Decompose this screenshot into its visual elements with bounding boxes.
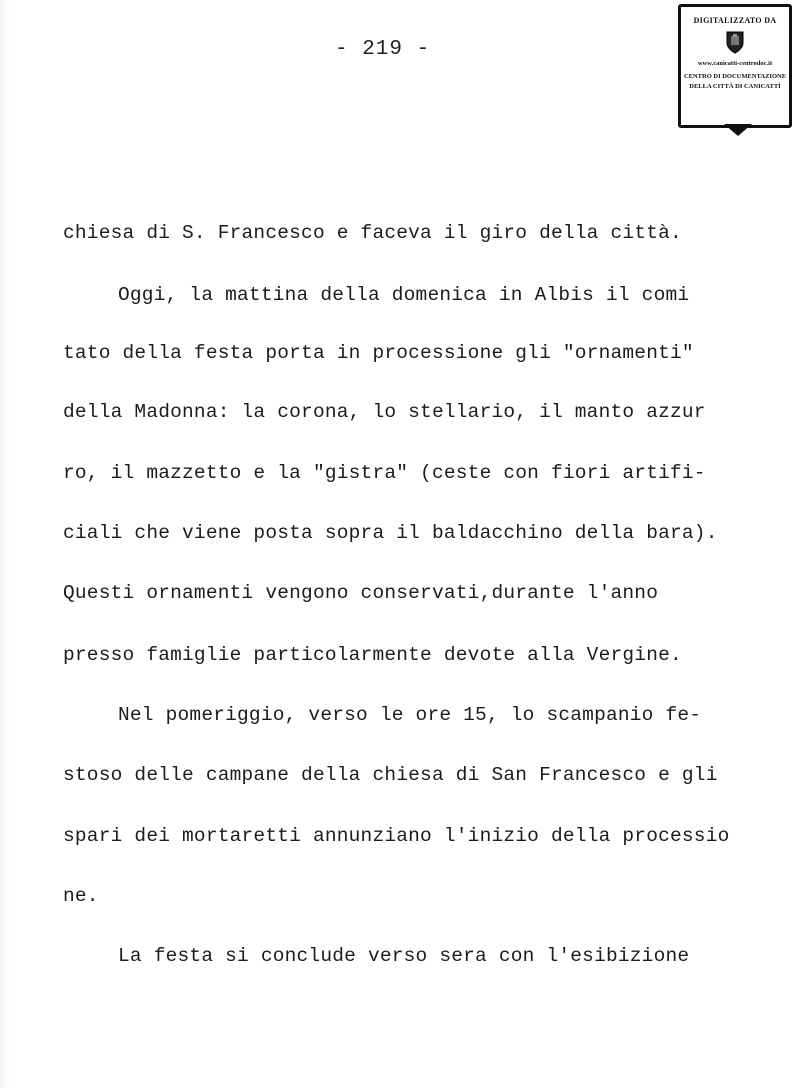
text-line: chiesa di S. Francesco e faceva il giro della città.	[63, 222, 682, 244]
text-line: spari dei mortaretti annunziano l'inizio della processio	[63, 825, 730, 847]
page-edge-shadow	[0, 0, 10, 1088]
coat-of-arms-icon	[725, 30, 745, 54]
text-line: stoso delle campane della chiesa di San Francesco e gli	[63, 764, 718, 786]
text-line: La festa si conclude verso sera con l'esibizione	[118, 945, 690, 967]
digitization-stamp	[678, 4, 792, 128]
text-line: presso famiglie particolarmente devote alla Vergine.	[63, 644, 682, 666]
page-number: - 219 -	[335, 38, 431, 61]
text-line: della Madonna: la corona, lo stellario, il manto azzur	[63, 401, 706, 423]
text-line: ne.	[63, 885, 99, 907]
text-line: Oggi, la mattina della domenica in Albis il comi	[118, 284, 690, 306]
stamp-url: www.canicatti-centrodoc.it	[697, 60, 773, 67]
text-line: tato della festa porta in processione gli "ornamenti"	[63, 342, 694, 364]
stamp-title: DIGITALIZZATO DA	[693, 16, 777, 25]
text-line: Questi ornamenti vengono conservati,durante l'anno	[63, 582, 659, 604]
text-line: ciali che viene posta sopra il baldacchino della bara).	[63, 522, 718, 544]
text-line: Nel pomeriggio, verso le ore 15, lo scampanio fe-	[118, 704, 702, 726]
text-line: ro, il mazzetto e la "gistra" (ceste con fiori artifi-	[63, 462, 706, 484]
stamp-line-2: DELLA CITTÀ DI CANICATTÌ	[689, 83, 781, 90]
stamp-notch	[724, 124, 752, 136]
stamp-line-1: CENTRO DI DOCUMENTAZIONE	[683, 73, 787, 80]
